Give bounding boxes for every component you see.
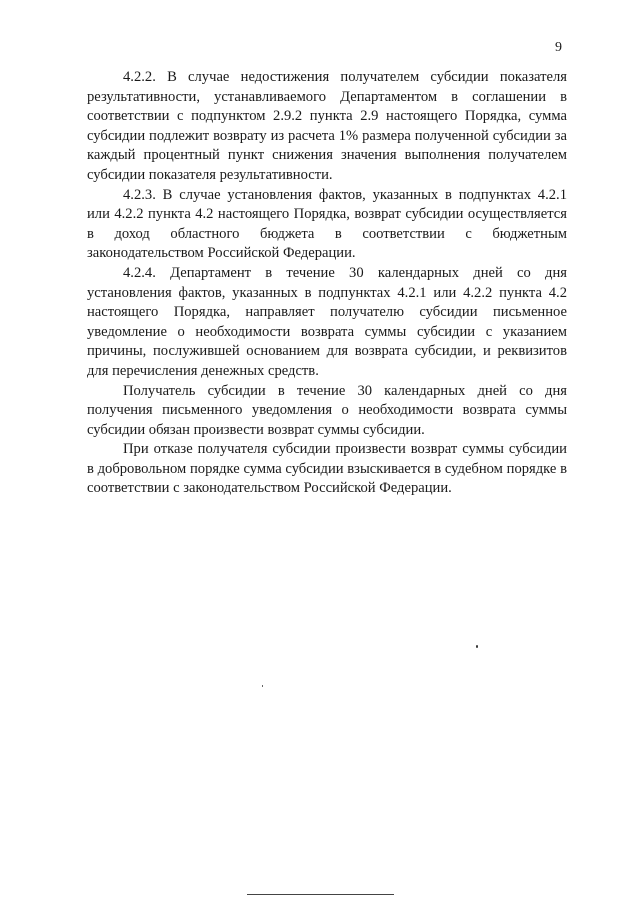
paragraph-4-2-3: 4.2.3. В случае установления фактов, указанных в подпунктах 4.2.1 или 4.2.2 пункта 4.2 настоящего Порядка, возврат субсидии осуществляется в доход областного бюджета в соответствии с бюджетным законодательством Российской Федерации. [87,186,567,262]
footer-rule [247,894,394,895]
paragraph-4-2-4: 4.2.4. Департамент в течение 30 календарных дней со дня установления фактов, указанных в подпунктах 4.2.1 или 4.2.2 пункта 4.2 настоящего Порядка, направляет получателю субсидии письменное уведомление о необходимости возврата суммы субсидии с указанием причины, послужившей основанием для возврата субсидии, и реквизитов для перечисления денежных средств. [87,264,567,379]
paragraph-recipient-obligation: Получатель субсидии в течение 30 календарных дней со дня получения письменного уведомления о необходимости возврата суммы субсидии обязан произвести возврат суммы субсидии. [87,382,567,438]
scan-speck [262,685,263,687]
paragraph-4-2-2: 4.2.2. В случае недостижения получателем субсидии показателя результативности, устанавливаемого Департаментом в соглашении в соответствии с подпунктом 2.9.2 пункта 2.9 настоящего Порядка, сумма субсидии подлежит возврату из расчета 1% размера полученной субсидии за каждый процентный пункт снижения значения выполнения получателем субсидии показателя результативности. [87,69,567,183]
paragraph-refusal: При отказе получателя субсидии произвести возврат суммы субсидии в добровольном порядке сумма субсидии взыскивается в судебном порядке в соответствии с законодательством Российской Федерации. [87,441,567,497]
document-body [87,68,567,499]
page-number: 9 [555,40,562,55]
scan-speck [476,645,478,648]
